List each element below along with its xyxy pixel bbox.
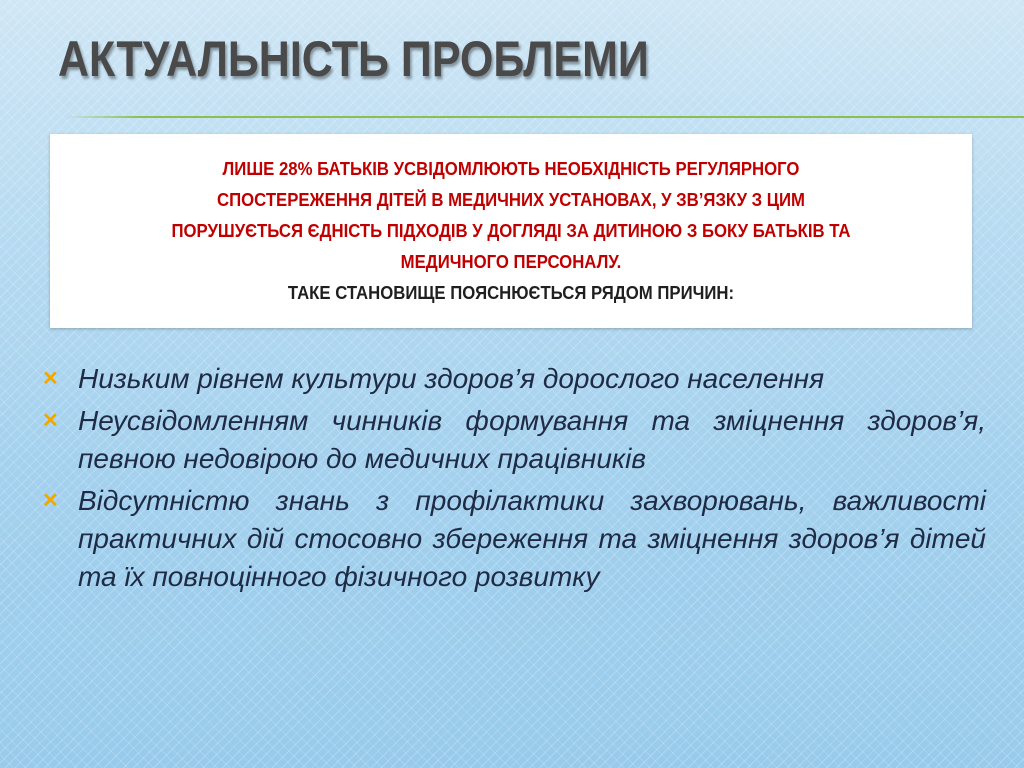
bullet-text: Відсутністю знань з профілактики захворювань, важливості практичних дій стосовно збереження та зміцнення здоров’я дітей та їх повноцінного фізичного розвитку: [78, 485, 986, 592]
bullet-cross-icon: ✕: [42, 410, 59, 432]
list-item: [40, 360, 986, 398]
list-item: [40, 402, 986, 478]
title-divider: [64, 116, 1024, 118]
highlight-line: СПОСТЕРЕЖЕННЯ ДІТЕЙ В МЕДИЧНИХ УСТАНОВАХ, У ЗВ’ЯЗКУ З ЦИМ: [217, 190, 805, 210]
bullet-text: Низьким рівнем культури здоров’я дорослого населення: [78, 363, 825, 394]
highlight-line-causes: ТАКЕ СТАНОВИЩЕ ПОЯСНЮЄТЬСЯ РЯДОМ ПРИЧИН:: [287, 283, 735, 303]
highlight-line: МЕДИЧНОГО ПЕРСОНАЛУ.: [400, 252, 622, 272]
bullet-cross-icon: ✕: [42, 368, 59, 390]
list-item: [40, 482, 986, 596]
slide-title: АКТУАЛЬНІСТЬ ПРОБЛЕМИ: [58, 31, 649, 87]
bullet-cross-icon: ✕: [42, 490, 59, 512]
highlight-box: [50, 134, 972, 328]
bullet-text: Неусвідомленням чинників формування та зміцнення здоров’я, певною недовірою до медичних працівників: [78, 405, 986, 474]
bullet-list: [40, 360, 986, 600]
highlight-line: ЛИШЕ 28% БАТЬКІВ УСВІДОМЛЮЮТЬ НЕОБХІДНІСТЬ РЕГУЛЯРНОГО: [222, 159, 800, 179]
highlight-line: ПОРУШУЄТЬСЯ ЄДНІСТЬ ПІДХОДІВ У ДОГЛЯДІ ЗА ДИТИНОЮ З БОКУ БАТЬКІВ ТА: [171, 221, 851, 241]
